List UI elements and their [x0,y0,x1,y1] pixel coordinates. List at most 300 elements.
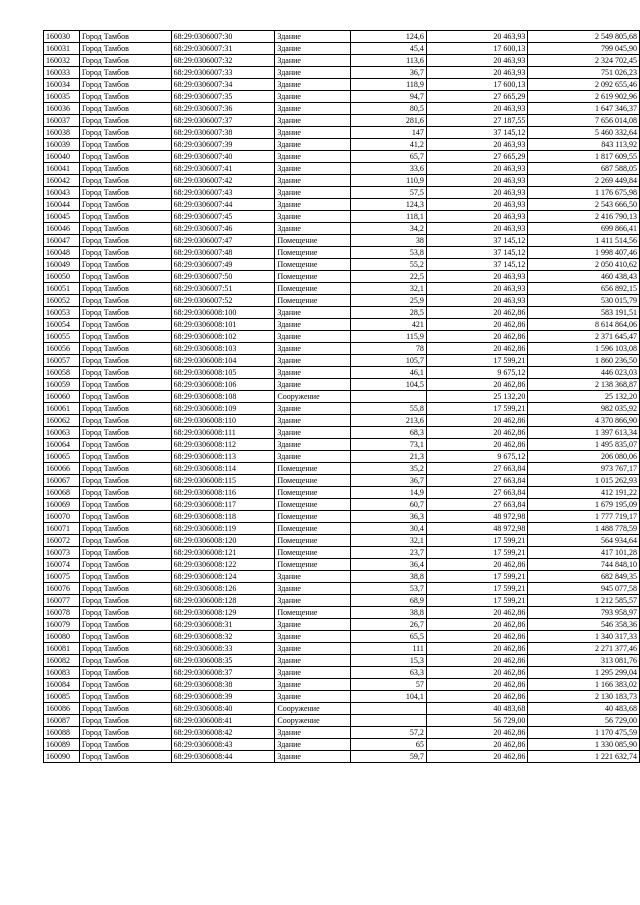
row-number-cell: 160063 [44,427,80,439]
area-cell: 45,4 [351,43,427,55]
cadastral-value-cell: 1 817 609,55 [528,151,640,163]
row-number-cell: 160062 [44,415,80,427]
cadastral-number-cell: 68:29:0306007:52 [171,295,275,307]
table-row [44,595,640,607]
cadastral-number-cell: 68:29:0306007:32 [171,55,275,67]
cadastral-value-cell: 2 269 449,84 [528,175,640,187]
area-cell: 118,9 [351,79,427,91]
cadastral-value-cell: 25 132,20 [528,391,640,403]
city-cell: Город Тамбов [79,139,171,151]
cadastral-number-cell: 68:29:0306008:111 [171,427,275,439]
row-number-cell: 160072 [44,535,80,547]
cadastral-number-cell: 68:29:0306008:103 [171,343,275,355]
area-cell: 26,7 [351,619,427,631]
cadastral-number-cell: 68:29:0306007:46 [171,223,275,235]
city-cell: Город Тамбов [79,547,171,559]
row-number-cell: 160090 [44,751,80,763]
cadastral-number-cell: 68:29:0306007:36 [171,103,275,115]
area-cell: 30,4 [351,523,427,535]
cadastral-number-cell: 68:29:0306007:42 [171,175,275,187]
row-number-cell: 160081 [44,643,80,655]
table-row [44,535,640,547]
city-cell: Город Тамбов [79,355,171,367]
object-type-cell: Здание [275,751,351,763]
specific-value-cell: 37 145,12 [426,247,528,259]
row-number-cell: 160068 [44,487,80,499]
cadastral-value-cell: 412 191,22 [528,487,640,499]
specific-value-cell: 20 462,86 [426,559,528,571]
area-cell: 213,6 [351,415,427,427]
area-cell: 22,5 [351,271,427,283]
cadastral-number-cell: 68:29:0306007:44 [171,199,275,211]
specific-value-cell: 20 462,86 [426,619,528,631]
specific-value-cell: 27 665,29 [426,91,528,103]
row-number-cell: 160051 [44,283,80,295]
cadastral-number-cell: 68:29:0306007:35 [171,91,275,103]
cadastral-value-cell: 2 050 410,62 [528,259,640,271]
row-number-cell: 160055 [44,331,80,343]
cadastral-number-cell: 68:29:0306008:100 [171,307,275,319]
area-cell: 38 [351,235,427,247]
table-row [44,79,640,91]
area-cell: 53,8 [351,247,427,259]
table-row [44,463,640,475]
object-type-cell: Здание [275,31,351,43]
specific-value-cell: 20 463,93 [426,223,528,235]
city-cell: Город Тамбов [79,391,171,403]
object-type-cell: Помещение [275,259,351,271]
area-cell [351,715,427,727]
cadastral-number-cell: 68:29:0306007:41 [171,163,275,175]
cadastral-number-cell: 68:29:0306008:101 [171,319,275,331]
specific-value-cell: 20 463,93 [426,199,528,211]
area-cell: 73,1 [351,439,427,451]
cadastral-number-cell: 68:29:0306008:128 [171,595,275,607]
table-row [44,283,640,295]
table-row [44,355,640,367]
specific-value-cell: 20 462,86 [426,307,528,319]
row-number-cell: 160050 [44,271,80,283]
table-row [44,247,640,259]
area-cell: 59,7 [351,751,427,763]
cadastral-number-cell: 68:29:0306008:41 [171,715,275,727]
object-type-cell: Помещение [275,463,351,475]
table-row [44,295,640,307]
city-cell: Город Тамбов [79,91,171,103]
city-cell: Город Тамбов [79,103,171,115]
row-number-cell: 160080 [44,631,80,643]
cadastral-value-cell: 2 138 368,87 [528,379,640,391]
object-type-cell: Здание [275,115,351,127]
object-type-cell: Помещение [275,271,351,283]
area-cell: 80,5 [351,103,427,115]
cadastral-value-cell: 973 767,17 [528,463,640,475]
cadastral-value-cell: 1 679 195,09 [528,499,640,511]
area-cell: 38,8 [351,571,427,583]
specific-value-cell: 48 972,98 [426,511,528,523]
table-row [44,631,640,643]
cadastral-value-cell: 564 934,64 [528,535,640,547]
cadastral-value-cell: 793 958,97 [528,607,640,619]
table-row [44,727,640,739]
object-type-cell: Здание [275,103,351,115]
specific-value-cell: 20 463,93 [426,211,528,223]
specific-value-cell: 20 462,86 [426,739,528,751]
area-cell: 55,2 [351,259,427,271]
specific-value-cell: 20 462,86 [426,631,528,643]
area-cell: 15,3 [351,655,427,667]
table-row [44,31,640,43]
area-cell: 32,1 [351,283,427,295]
object-type-cell: Помещение [275,295,351,307]
area-cell: 57,2 [351,727,427,739]
row-number-cell: 160082 [44,655,80,667]
cadastral-number-cell: 68:29:0306008:129 [171,607,275,619]
table-row [44,559,640,571]
city-cell: Город Тамбов [79,235,171,247]
city-cell: Город Тамбов [79,631,171,643]
object-type-cell: Здание [275,79,351,91]
area-cell: 78 [351,343,427,355]
cadastral-value-cell: 1 488 778,59 [528,523,640,535]
area-cell: 38,8 [351,607,427,619]
cadastral-value-cell: 2 543 666,50 [528,199,640,211]
object-type-cell: Помещение [275,499,351,511]
cadastral-value-cell: 546 358,36 [528,619,640,631]
city-cell: Город Тамбов [79,607,171,619]
city-cell: Город Тамбов [79,703,171,715]
table-row [44,55,640,67]
object-type-cell: Здание [275,427,351,439]
city-cell: Город Тамбов [79,31,171,43]
specific-value-cell: 17 600,13 [426,43,528,55]
cadastral-number-cell: 68:29:0306008:112 [171,439,275,451]
city-cell: Город Тамбов [79,283,171,295]
object-type-cell: Здание [275,211,351,223]
city-cell: Город Тамбов [79,643,171,655]
cadastral-value-cell: 1 860 236,50 [528,355,640,367]
cadastral-number-cell: 68:29:0306008:43 [171,739,275,751]
cadastral-value-cell: 446 023,03 [528,367,640,379]
specific-value-cell: 20 462,86 [426,439,528,451]
specific-value-cell: 27 663,84 [426,475,528,487]
specific-value-cell: 20 463,93 [426,103,528,115]
object-type-cell: Помещение [275,235,351,247]
area-cell: 65 [351,739,427,751]
specific-value-cell: 17 599,21 [426,583,528,595]
cadastral-value-cell: 982 035,92 [528,403,640,415]
object-type-cell: Здание [275,151,351,163]
row-number-cell: 160087 [44,715,80,727]
city-cell: Город Тамбов [79,679,171,691]
city-cell: Город Тамбов [79,667,171,679]
area-cell: 68,3 [351,427,427,439]
table-row [44,691,640,703]
city-cell: Город Тамбов [79,271,171,283]
row-number-cell: 160065 [44,451,80,463]
table-row [44,211,640,223]
object-type-cell: Помещение [275,559,351,571]
city-cell: Город Тамбов [79,523,171,535]
cadastral-number-cell: 68:29:0306007:33 [171,67,275,79]
specific-value-cell: 37 145,12 [426,235,528,247]
row-number-cell: 160086 [44,703,80,715]
cadastral-number-cell: 68:29:0306007:47 [171,235,275,247]
cadastral-number-cell: 68:29:0306008:116 [171,487,275,499]
cadastral-value-cell: 1 647 346,37 [528,103,640,115]
cadastral-value-cell: 1 596 103,08 [528,343,640,355]
area-cell: 104,5 [351,379,427,391]
area-cell: 35,2 [351,463,427,475]
cadastral-value-cell: 2 271 377,46 [528,643,640,655]
specific-value-cell: 48 972,98 [426,523,528,535]
object-type-cell: Сооружение [275,715,351,727]
cadastral-value-cell: 2 324 702,45 [528,55,640,67]
cadastral-number-cell: 68:29:0306008:117 [171,499,275,511]
table-row [44,583,640,595]
cadastral-value-cell: 1 777 719,17 [528,511,640,523]
specific-value-cell: 17 599,21 [426,355,528,367]
object-type-cell: Здание [275,679,351,691]
object-type-cell: Здание [275,595,351,607]
object-type-cell: Здание [275,175,351,187]
specific-value-cell: 20 463,93 [426,55,528,67]
area-cell: 36,7 [351,475,427,487]
table-row [44,67,640,79]
object-type-cell: Здание [275,643,351,655]
table-row [44,655,640,667]
cadastral-value-cell: 56 729,00 [528,715,640,727]
cadastral-value-cell: 7 656 014,08 [528,115,640,127]
city-cell: Город Тамбов [79,571,171,583]
city-cell: Город Тамбов [79,127,171,139]
cadastral-number-cell: 68:29:0306008:121 [171,547,275,559]
row-number-cell: 160066 [44,463,80,475]
row-number-cell: 160074 [44,559,80,571]
cadastral-value-cell: 460 438,43 [528,271,640,283]
table-row [44,187,640,199]
specific-value-cell: 20 462,86 [426,607,528,619]
table-row [44,319,640,331]
cadastral-number-cell: 68:29:0306008:38 [171,679,275,691]
cadastral-number-cell: 68:29:0306008:35 [171,655,275,667]
row-number-cell: 160077 [44,595,80,607]
city-cell: Город Тамбов [79,535,171,547]
row-number-cell: 160075 [44,571,80,583]
cadastral-value-cell: 1 330 085,90 [528,739,640,751]
row-number-cell: 160057 [44,355,80,367]
object-type-cell: Помещение [275,247,351,259]
city-cell: Город Тамбов [79,619,171,631]
specific-value-cell: 20 462,86 [426,379,528,391]
city-cell: Город Тамбов [79,511,171,523]
city-cell: Город Тамбов [79,67,171,79]
specific-value-cell: 20 462,86 [426,427,528,439]
area-cell: 25,9 [351,295,427,307]
object-type-cell: Здание [275,331,351,343]
cadastral-value-cell: 799 045,90 [528,43,640,55]
table-row [44,175,640,187]
area-cell: 94,7 [351,91,427,103]
table-row [44,43,640,55]
area-cell: 57,5 [351,187,427,199]
table-row [44,379,640,391]
area-cell: 115,9 [351,331,427,343]
city-cell: Город Тамбов [79,211,171,223]
city-cell: Город Тамбов [79,187,171,199]
cadastral-number-cell: 68:29:0306008:124 [171,571,275,583]
row-number-cell: 160056 [44,343,80,355]
cadastral-number-cell: 68:29:0306007:50 [171,271,275,283]
city-cell: Город Тамбов [79,367,171,379]
cadastral-value-cell: 1 176 675,98 [528,187,640,199]
cadastral-number-cell: 68:29:0306007:40 [171,151,275,163]
row-number-cell: 160061 [44,403,80,415]
city-cell: Город Тамбов [79,499,171,511]
table-row [44,271,640,283]
table-row [44,343,640,355]
object-type-cell: Помещение [275,535,351,547]
specific-value-cell: 40 483,68 [426,703,528,715]
object-type-cell: Здание [275,631,351,643]
cadastral-value-cell: 744 848,10 [528,559,640,571]
area-cell: 65,7 [351,151,427,163]
area-cell: 28,5 [351,307,427,319]
cadastral-value-cell: 1 411 514,56 [528,235,640,247]
cadastral-value-cell: 699 866,41 [528,223,640,235]
area-cell: 57 [351,679,427,691]
row-number-cell: 160079 [44,619,80,631]
cadastral-value-cell: 656 892,15 [528,283,640,295]
object-type-cell: Здание [275,451,351,463]
cadastral-number-cell: 68:29:0306008:120 [171,535,275,547]
city-cell: Город Тамбов [79,199,171,211]
row-number-cell: 160031 [44,43,80,55]
table-row [44,163,640,175]
table-row [44,619,640,631]
row-number-cell: 160036 [44,103,80,115]
object-type-cell: Здание [275,139,351,151]
object-type-cell: Здание [275,67,351,79]
object-type-cell: Здание [275,619,351,631]
row-number-cell: 160045 [44,211,80,223]
cadastral-number-cell: 68:29:0306008:102 [171,331,275,343]
row-number-cell: 160084 [44,679,80,691]
cadastral-value-cell: 40 483,68 [528,703,640,715]
specific-value-cell: 20 462,86 [426,343,528,355]
table-row [44,571,640,583]
city-cell: Город Тамбов [79,595,171,607]
row-number-cell: 160044 [44,199,80,211]
row-number-cell: 160042 [44,175,80,187]
table-row [44,415,640,427]
cadastral-number-cell: 68:29:0306008:31 [171,619,275,631]
object-type-cell: Здание [275,571,351,583]
table-row [44,391,640,403]
area-cell: 36,3 [351,511,427,523]
row-number-cell: 160054 [44,319,80,331]
city-cell: Город Тамбов [79,559,171,571]
specific-value-cell: 20 462,86 [426,655,528,667]
table-row [44,451,640,463]
row-number-cell: 160052 [44,295,80,307]
row-number-cell: 160083 [44,667,80,679]
cadastral-value-table [43,30,640,763]
table-row [44,331,640,343]
cadastral-number-cell: 68:29:0306008:40 [171,703,275,715]
city-cell: Город Тамбов [79,175,171,187]
specific-value-cell: 27 665,29 [426,151,528,163]
specific-value-cell: 20 462,86 [426,331,528,343]
row-number-cell: 160053 [44,307,80,319]
row-number-cell: 160034 [44,79,80,91]
cadastral-value-cell: 751 026,23 [528,67,640,79]
cadastral-value-cell: 2 092 655,46 [528,79,640,91]
specific-value-cell: 27 663,84 [426,487,528,499]
city-cell: Город Тамбов [79,307,171,319]
area-cell: 41,2 [351,139,427,151]
city-cell: Город Тамбов [79,43,171,55]
city-cell: Город Тамбов [79,55,171,67]
cadastral-value-cell: 8 614 864,06 [528,319,640,331]
cadastral-value-cell: 1 212 585,57 [528,595,640,607]
specific-value-cell: 20 462,86 [426,751,528,763]
row-number-cell: 160030 [44,31,80,43]
specific-value-cell: 20 462,86 [426,319,528,331]
row-number-cell: 160060 [44,391,80,403]
table-row [44,439,640,451]
area-cell: 23,7 [351,547,427,559]
object-type-cell: Здание [275,319,351,331]
specific-value-cell: 27 663,84 [426,499,528,511]
object-type-cell: Здание [275,367,351,379]
row-number-cell: 160041 [44,163,80,175]
city-cell: Город Тамбов [79,463,171,475]
cadastral-number-cell: 68:29:0306007:49 [171,259,275,271]
table-row [44,487,640,499]
cadastral-value-cell: 945 077,58 [528,583,640,595]
cadastral-number-cell: 68:29:0306007:48 [171,247,275,259]
table-row [44,115,640,127]
cadastral-value-cell: 313 081,76 [528,655,640,667]
cadastral-value-cell: 1 495 835,07 [528,439,640,451]
object-type-cell: Здание [275,379,351,391]
cadastral-value-cell: 2 416 790,13 [528,211,640,223]
area-cell: 147 [351,127,427,139]
specific-value-cell: 56 729,00 [426,715,528,727]
specific-value-cell: 20 463,93 [426,271,528,283]
city-cell: Город Тамбов [79,475,171,487]
city-cell: Город Тамбов [79,79,171,91]
cadastral-number-cell: 68:29:0306008:33 [171,643,275,655]
object-type-cell: Помещение [275,475,351,487]
specific-value-cell: 20 463,93 [426,139,528,151]
row-number-cell: 160059 [44,379,80,391]
city-cell: Город Тамбов [79,331,171,343]
city-cell: Город Тамбов [79,415,171,427]
cadastral-number-cell: 68:29:0306007:34 [171,79,275,91]
object-type-cell: Здание [275,655,351,667]
row-number-cell: 160038 [44,127,80,139]
specific-value-cell: 20 462,86 [426,691,528,703]
table-row [44,679,640,691]
specific-value-cell: 9 675,12 [426,367,528,379]
table-row [44,307,640,319]
table-row [44,235,640,247]
table-row [44,667,640,679]
cadastral-value-cell: 1 397 613,34 [528,427,640,439]
table-row [44,223,640,235]
